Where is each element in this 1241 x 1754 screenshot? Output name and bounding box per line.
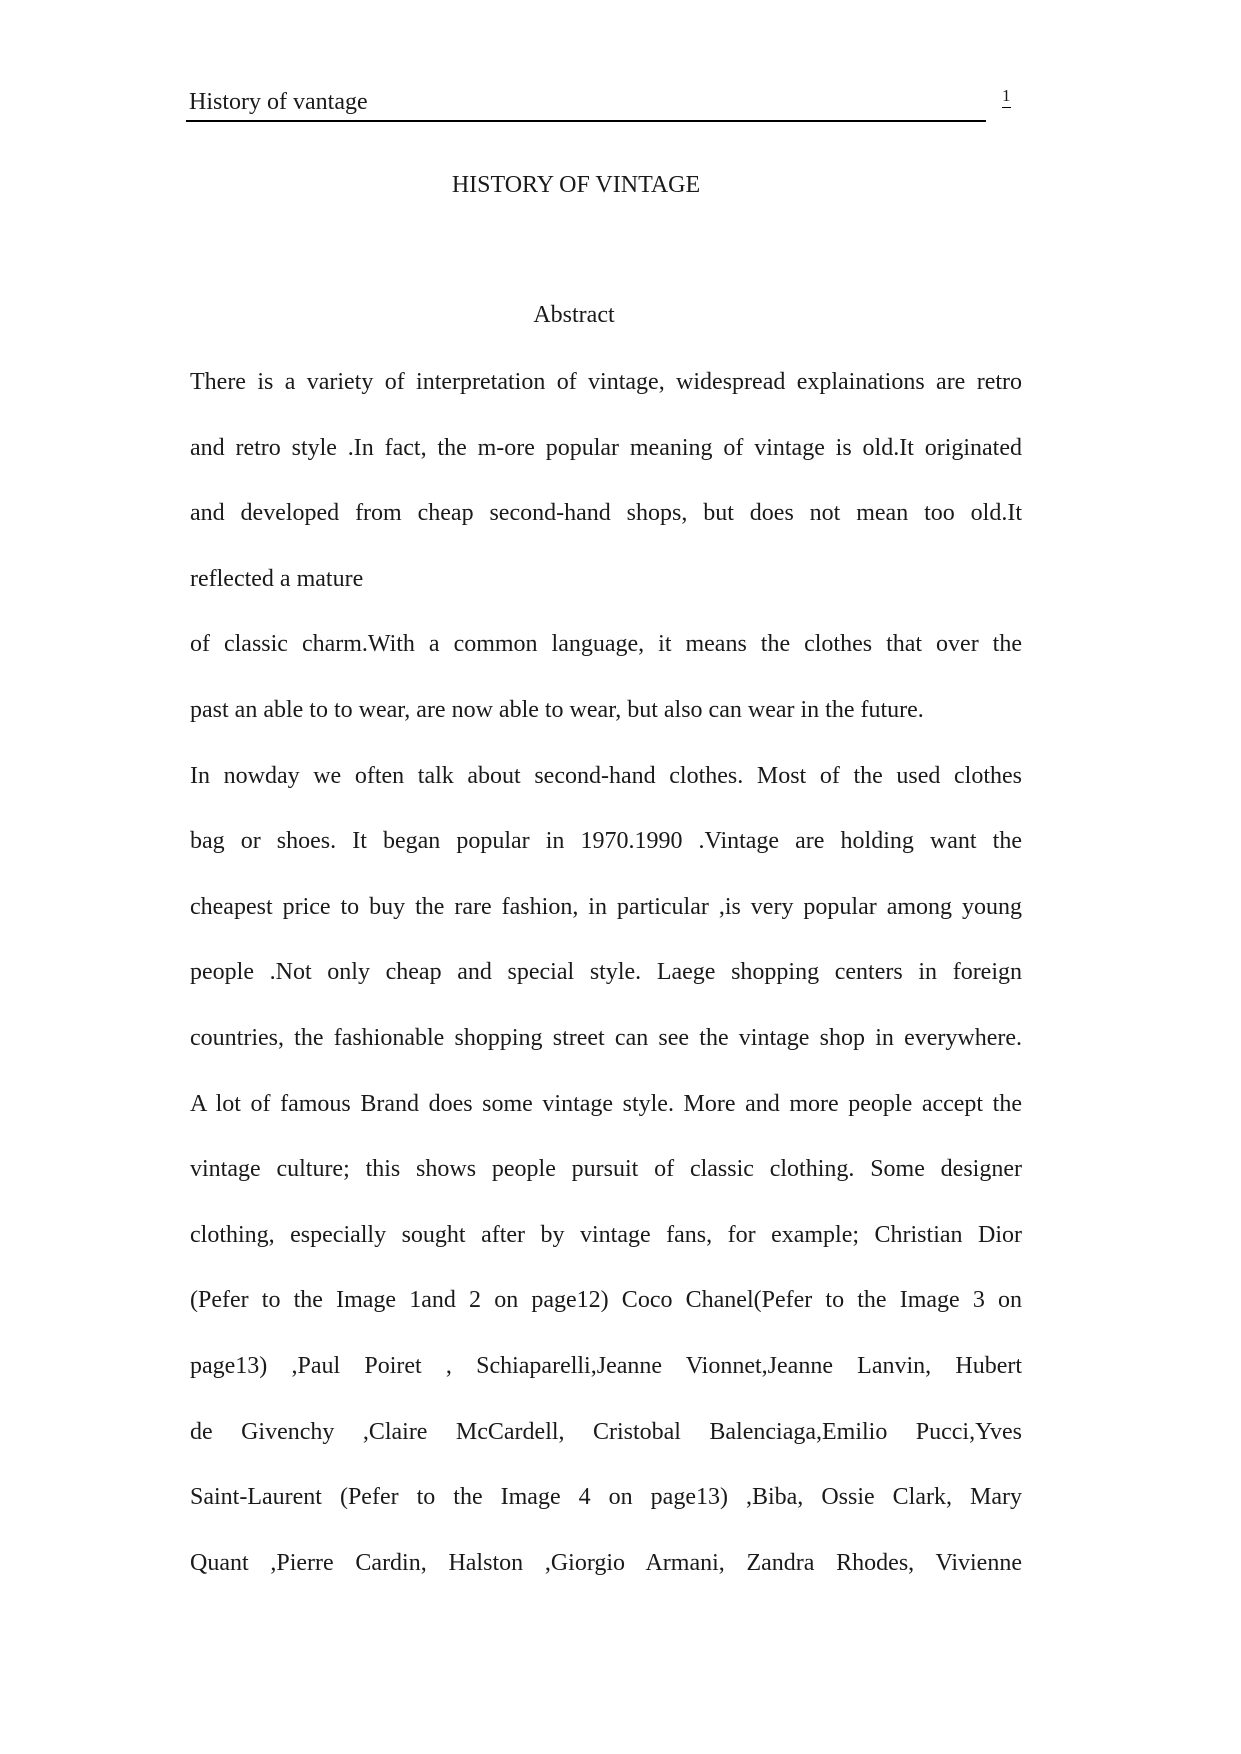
running-header-title: History of vantage [189, 89, 368, 115]
body-line: Quant ,Pierre Cardin, Halston ,Giorgio Armani, Zandra Rhodes, Vivienne [190, 1549, 1022, 1576]
body-line: clothing, especially sought after by vintage fans, for example; Christian Dior [190, 1221, 1022, 1248]
body-line: reflected a mature [190, 565, 364, 592]
body-line: cheapest price to buy the rare fashion, in particular ,is very popular among young [190, 893, 1022, 920]
page-number: 1 [1002, 86, 1011, 108]
body-line: and developed from cheap second-hand shops, but does not mean too old.It [190, 500, 1022, 527]
body-line: of classic charm.With a common language, it means the clothes that over the [190, 631, 1022, 658]
body-line: Saint-Laurent (Pefer to the Image 4 on page13) ,Biba, Ossie Clark, Mary [190, 1484, 1022, 1511]
document-title: HISTORY OF VINTAGE [451, 172, 701, 198]
body-line: people .Not only cheap and special style. Laege shopping centers in foreign [190, 959, 1022, 986]
body-line: In nowday we often talk about second-hand clothes. Most of the used clothes [190, 762, 1022, 789]
body-line: A lot of famous Brand does some vintage style. More and more people accept the [190, 1090, 1022, 1117]
body-line: page13) ,Paul Poiret , Schiaparelli,Jeanne Vionnet,Jeanne Lanvin, Hubert [190, 1352, 1022, 1379]
body-line: There is a variety of interpretation of vintage, widespread explainations are retro [190, 369, 1022, 395]
body-line: vintage culture; this shows people pursuit of classic clothing. Some designer [190, 1156, 1022, 1183]
body-line: (Pefer to the Image 1and 2 on page12) Coco Chanel(Pefer to the Image 3 on [190, 1287, 1022, 1314]
abstract-heading: Abstract [533, 302, 615, 328]
abstract-body [190, 362, 1022, 1608]
body-line: past an able to to wear, are now able to wear, but also can wear in the future. [190, 696, 924, 723]
body-line: countries, the fashionable shopping street can see the vintage shop in everywhere. [190, 1024, 1022, 1051]
running-header [186, 86, 986, 122]
body-line: de Givenchy ,Claire McCardell, Cristobal Balenciaga,Emilio Pucci,Yves [190, 1418, 1022, 1445]
body-line: bag or shoes. It began popular in 1970.1990 .Vintage are holding want the [190, 828, 1022, 855]
body-line: and retro style .In fact, the m-ore popular meaning of vintage is old.It originated [190, 434, 1022, 461]
